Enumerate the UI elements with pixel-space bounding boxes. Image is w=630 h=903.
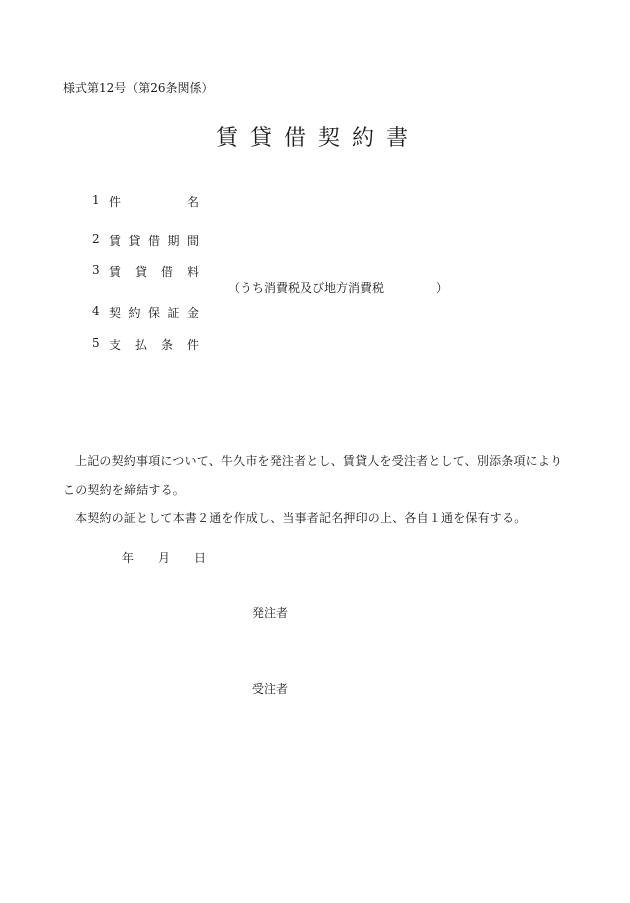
date-year: 年 [122, 551, 135, 565]
contractor-label: 受注者 [252, 682, 289, 696]
item-label-char: 約 [128, 306, 141, 320]
orderer-label: 発注者 [252, 606, 289, 620]
tax-note-open: （うち消費税及び地方消費税 [228, 281, 385, 295]
item-label-char: 条 [160, 338, 173, 352]
item-label-char: 支 [109, 338, 122, 352]
item-label-char: 賃 [109, 265, 122, 279]
item-label-char: 保 [147, 306, 160, 320]
item-number-3: 3 [92, 263, 100, 277]
item-label-char: 件 [109, 195, 122, 209]
item-label-char: 間 [186, 234, 199, 248]
item-label-char: 名 [186, 195, 199, 209]
page-title: 賃貸借契約書 [215, 126, 420, 151]
body-paragraph-1-line-1: 上記の契約事項について、牛久市を発注者とし、賃貸人を受注者として、別添条項により [75, 454, 563, 468]
item-label-char: 借 [147, 234, 160, 248]
tax-note [228, 279, 448, 296]
item-number-4: 4 [92, 304, 100, 318]
item-number-1: 1 [92, 193, 100, 207]
item-label-payment-terms [109, 336, 199, 353]
date-day: 日 [194, 551, 207, 565]
item-label-char: 賃 [109, 234, 122, 248]
form-number: 様式第12号（第26条関係） [63, 81, 214, 95]
item-label-char: 料 [186, 265, 199, 279]
item-label-char: 借 [160, 265, 173, 279]
date-row [122, 549, 206, 566]
item-label-char: 期 [167, 234, 180, 248]
item-label-char: 払 [134, 338, 147, 352]
item-label-char: 件 [186, 338, 199, 352]
item-label-lease-fee [109, 263, 199, 280]
item-label-subject [109, 193, 199, 210]
item-label-char: 貸 [134, 265, 147, 279]
item-label-deposit [109, 304, 199, 321]
item-label-char: 契 [109, 306, 122, 320]
body-paragraph-1-line-2: この契約を締結する。 [63, 483, 186, 497]
item-label-char: 貸 [128, 234, 141, 248]
item-number-2: 2 [92, 232, 100, 246]
item-number-5: 5 [92, 336, 100, 350]
body-paragraph-2: 本契約の証として本書２通を作成し、当事者記名押印の上、各自１通を保有する。 [75, 511, 527, 525]
tax-note-close: ） [436, 281, 449, 295]
item-label-char: 証 [167, 306, 180, 320]
item-label-char: 金 [186, 306, 199, 320]
date-month: 月 [158, 551, 171, 565]
item-label-lease-period [109, 232, 199, 249]
